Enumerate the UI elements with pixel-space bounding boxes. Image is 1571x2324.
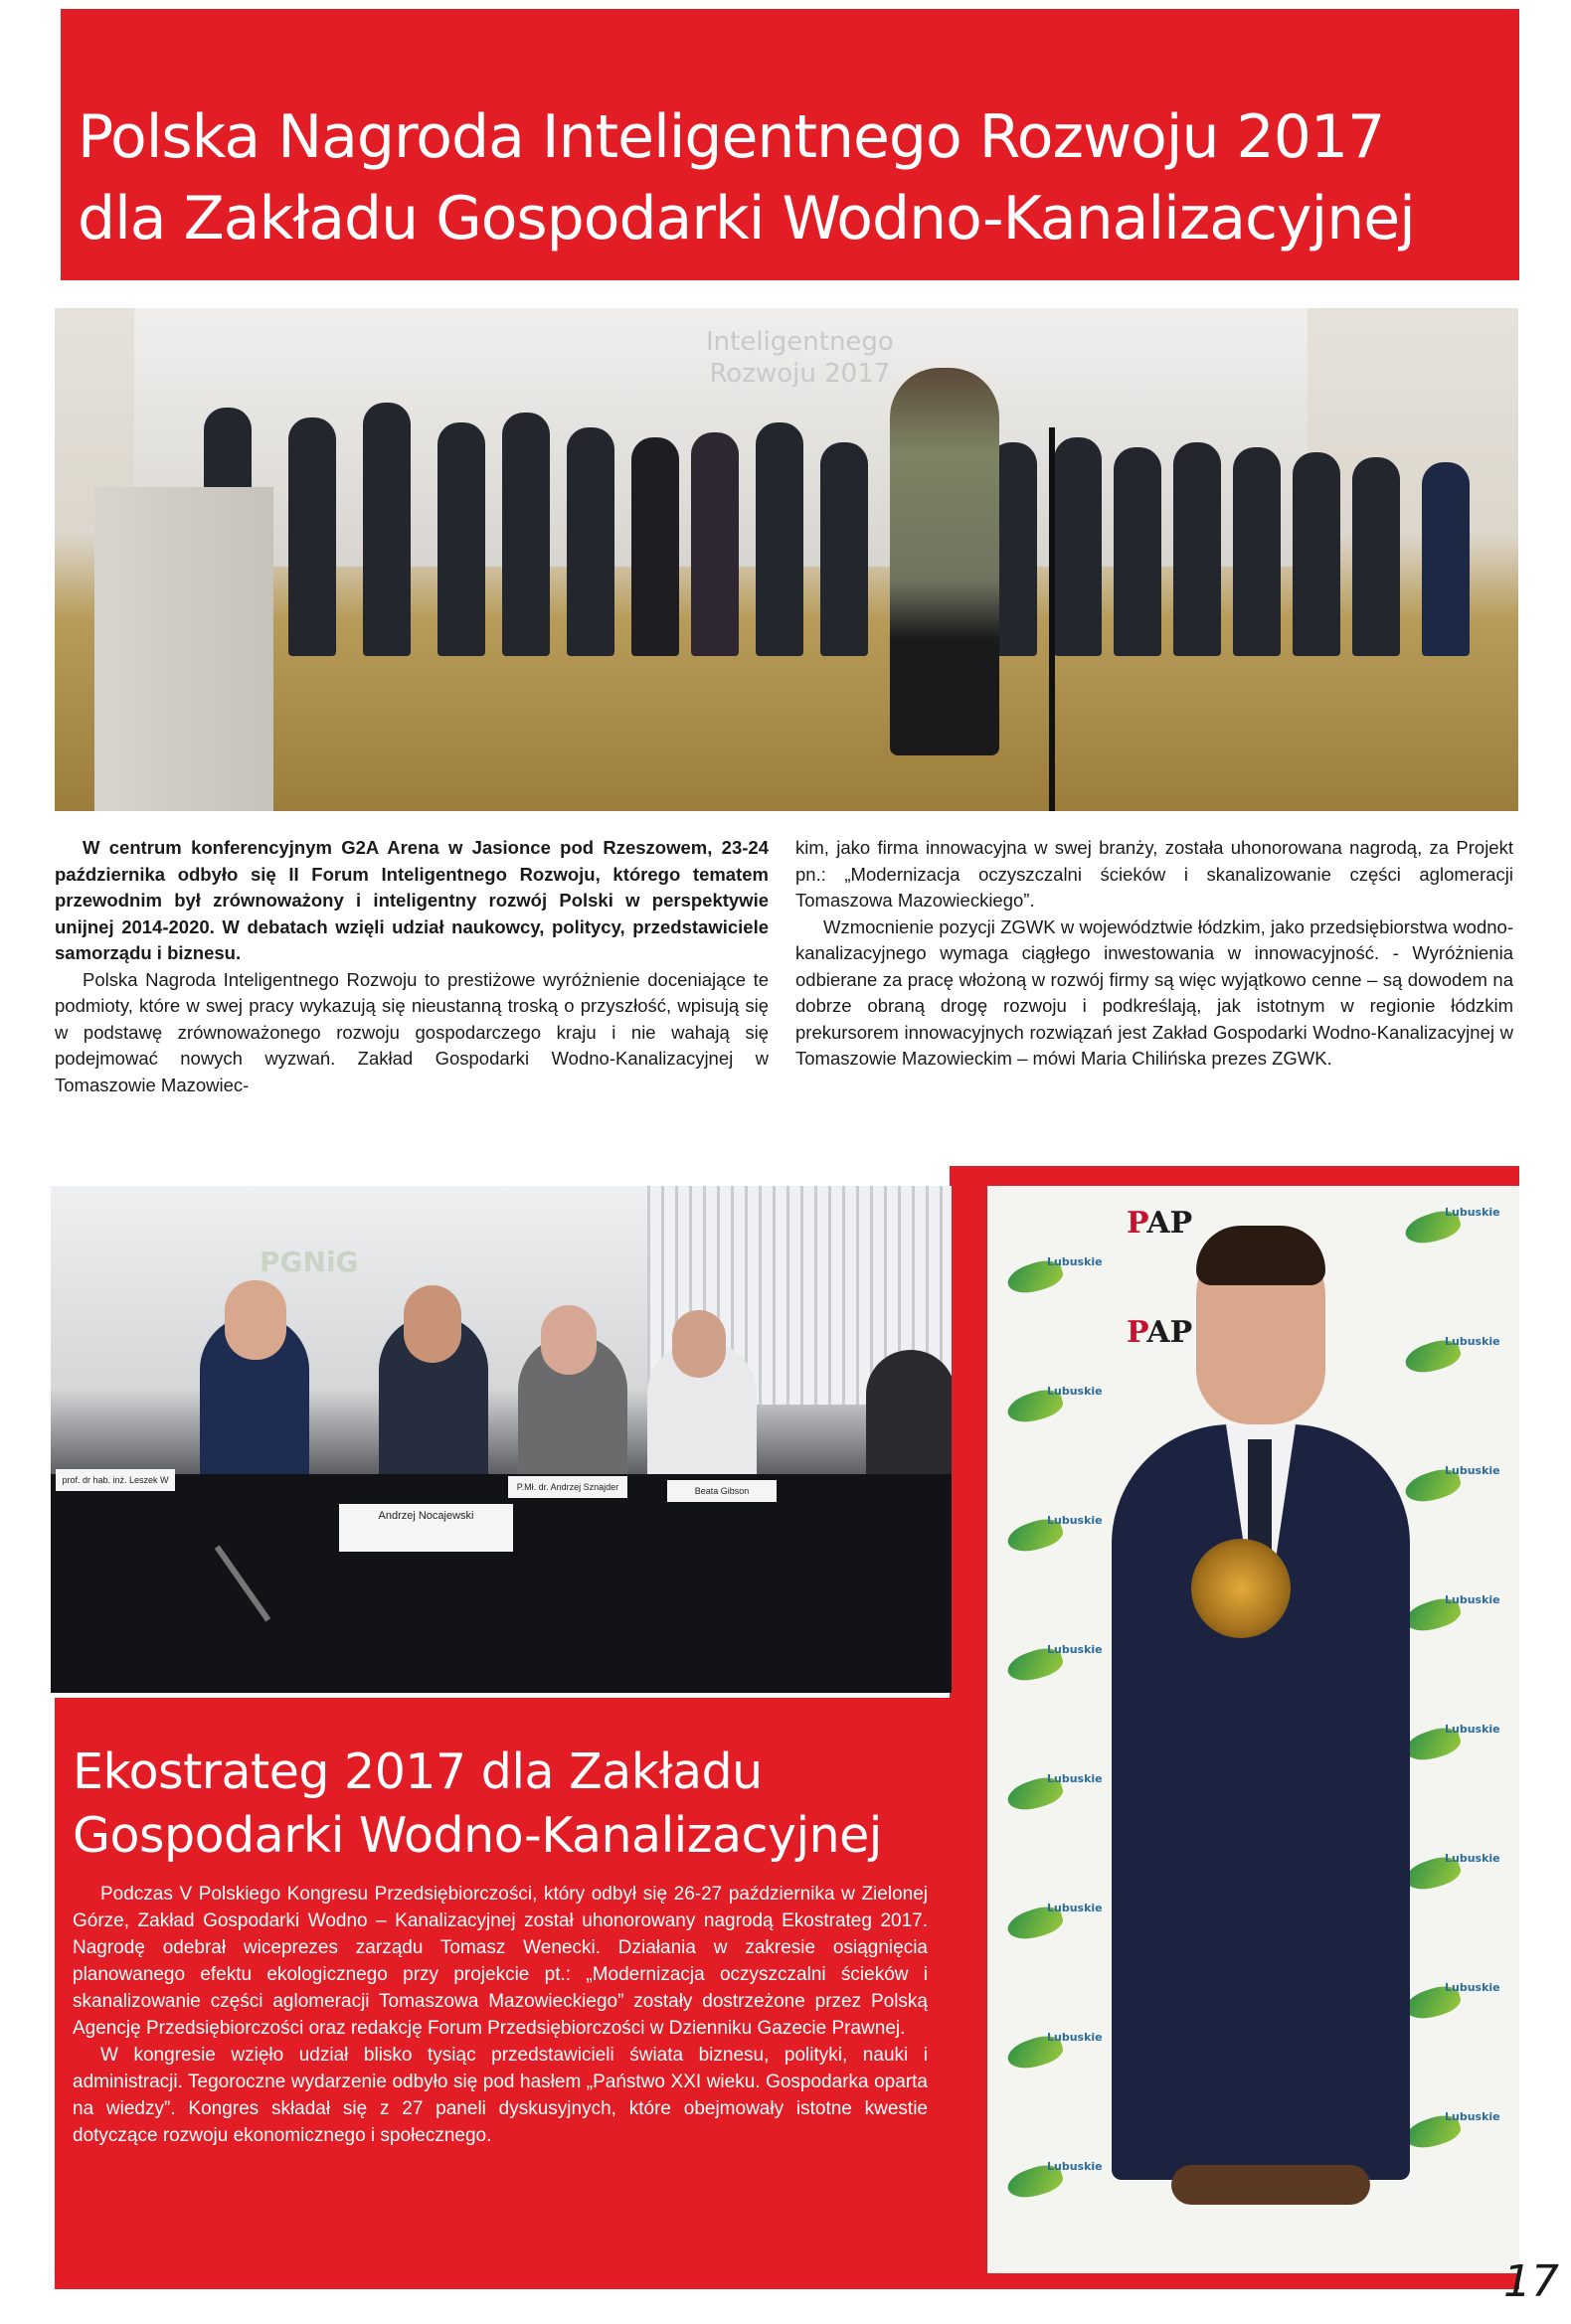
microphone-stand (1049, 427, 1055, 811)
lubuskie-logo: Lubuskie (1007, 1902, 1097, 1943)
award-recipients-group (204, 388, 1496, 656)
article-1-column-1 (55, 835, 769, 1098)
article-header-banner (61, 9, 1519, 280)
article-2-paragraph-2: W kongresie wzięło udział blisko tysiąc przedstawicieli świata biznesu, polityki, nauki i administracji. Tegoroczne wydarzenie odbyło się pod hasłem „Państwo XXI wieku. Gospodarka oparta na wiedzy”. Kongres składał się z 27 paneli dyskusyjnych, które obejmowały istotne kwestie dotyczące rozwoju ekonomicznego i społecznego. (73, 2045, 928, 2146)
speaker-figure (890, 368, 999, 755)
article-2-box (55, 1698, 950, 2289)
lectern (94, 487, 273, 811)
page-title (78, 96, 1489, 259)
name-card-1: prof. dr hab. inż. Leszek W (56, 1469, 175, 1491)
lubuskie-logo: Lubuskie (1405, 1723, 1494, 1764)
winner-shoes (1171, 2165, 1370, 2205)
award-winner-photo (987, 1186, 1519, 2273)
award-ceremony-photo (55, 308, 1518, 811)
panel-discussion-photo (51, 1186, 952, 1693)
name-card-3: P.Mł. dr. Andrzej Sznajder (508, 1476, 627, 1498)
article-1-lead: W centrum konferencyjnym G2A Arena w Jasionce pod Rzeszowem, 23-24 października odbyło się II Forum Inteligentnego Rozwoju, którego tematem przewodnim był zrównoważony i inteligentny rozwój Polski w perspektywie unijnej 2014-2020. W debatach wzięli udział naukowcy, politycy, przedstawiciele samorządu i biznesu. (55, 837, 769, 963)
article-2-paragraph-1: Podczas V Polskiego Kongresu Przedsiębiorczości, który odbył się 26-27 października w Zielonej Górze, Zakład Gospodarki Wodno – Kanalizacyjnej został uhonorowany nagrodą Ekostrateg 2017. Nagrodę odebrał wiceprezes zarządu Tomasz Wenecki. Działania w zakresie osiągnięcia planowanego efektu ekologicznego przy projekcie pt.: „Modernizacja oczyszczalni ścieków i skanalizowanie części aglomeracji Tomaszowa Mazowieckiego” zostały dostrzeżone przez Polską Agencję Przedsiębiorczości oraz redakcję Forum Przedsiębiorczości w Dzienniku Gazecie Prawnej. (73, 1884, 928, 2039)
name-card-4: Beata Gibson (667, 1480, 777, 1502)
lubuskie-logo: Lubuskie (1405, 1335, 1494, 1377)
article-2-text (73, 1881, 928, 2149)
stage-screen-text: Inteligentnego Rozwoju 2017 (706, 327, 894, 389)
article-2-title (73, 1741, 882, 1868)
pap-logo: PAP (1127, 1315, 1193, 1350)
lubuskie-logo: Lubuskie (1007, 2160, 1097, 2202)
pgnig-banner-text: PGNiG (260, 1245, 359, 1278)
lubuskie-logo: Lubuskie (1405, 1464, 1494, 1506)
article-1-paragraph-3: kim, jako firma innowacyjna w swej branży, została uhonorowana nagrodą, za Projekt pn.: „Modernizacja oczyszczalni ścieków i skanalizowanie części aglomeracji Tomaszowa Mazowieckiego”. (795, 837, 1513, 911)
ekostrateg-trophy (1191, 1539, 1291, 1638)
lubuskie-logo: Lubuskie (1007, 1772, 1097, 1814)
lubuskie-logo: Lubuskie (1007, 2031, 1097, 2073)
article-1-column-2 (795, 835, 1513, 1073)
lubuskie-logo: Lubuskie (1007, 1514, 1097, 1556)
title-line-2: dla Zakładu Gospodarki Wodno-Kanalizacyjnej (78, 184, 1415, 253)
pap-logo: PAP (1127, 1206, 1193, 1241)
lubuskie-logo: Lubuskie (1405, 1981, 1494, 2023)
lubuskie-logo: Lubuskie (1007, 1385, 1097, 1426)
article-2-title-line-1: Ekostrateg 2017 dla Zakładu (73, 1743, 763, 1800)
lubuskie-logo: Lubuskie (1007, 1643, 1097, 1685)
article-2-title-line-2: Gospodarki Wodno-Kanalizacyjnej (73, 1807, 882, 1864)
lubuskie-logo: Lubuskie (1007, 1255, 1097, 1297)
page-number: 17 (1503, 2256, 1559, 2307)
lubuskie-logo: Lubuskie (1405, 1206, 1494, 1247)
lubuskie-logo: Lubuskie (1405, 2110, 1494, 2152)
article-1-paragraph-2: Polska Nagroda Inteligentnego Rozwoju to prestiżowe wyróżnienie doceniające te podmioty, które w swej pracy wykazują się nieustanną troską o przyszłość, wpisują się w podstawę zrównoważonego rozwoju gospodarczego kraju i nie wahają się podejmować nowych wyzwań. Zakład Gospodarki Wodno-Kanalizacyjnej w Tomaszowie Mazowiec- (55, 968, 769, 1095)
article-1-paragraph-4: Wzmocnienie pozycji ZGWK w województwie łódzkim, jako przedsiębiorstwa wodno-kanalizacyjnego wymaga ciągłego inwestowania w innowacyjność. - Wyróżnienia odbierane za pracę włożoną w rozwój firmy są więc wyjątkowo cenne – są dowodem na dobrze obraną drogę rozwoju i podkreślają, jak istotnym w regionie łódzkim prekursorem innowacyjnych rozwiązań jest Zakład Gospodarki Wodno-Kanalizacyjnej w Tomaszowie Mazowieckim – mówi Maria Chilińska prezes ZGWK. (795, 915, 1513, 1069)
name-card-2: Andrzej Nocajewski (339, 1504, 513, 1552)
lubuskie-logo: Lubuskie (1405, 1593, 1494, 1635)
title-line-1: Polska Nagroda Inteligentnego Rozwoju 2017 (78, 102, 1385, 172)
lubuskie-logo: Lubuskie (1405, 1852, 1494, 1894)
